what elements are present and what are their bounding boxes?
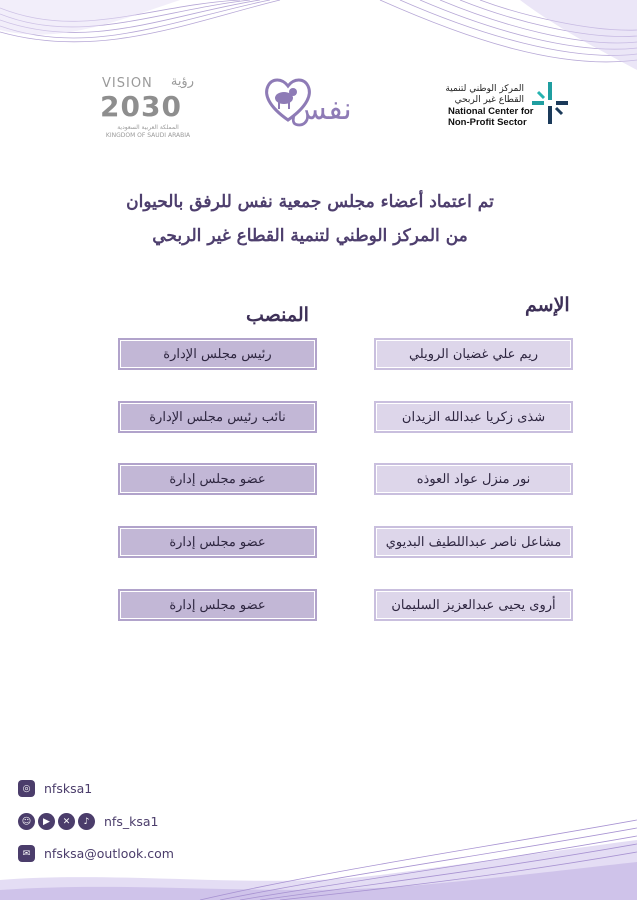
vision-subtitle: المملكة العربية السعودية KINGDOM OF SAUDI ARABIA (105, 124, 191, 139)
instagram-handle[interactable]: nfsksa1 (44, 781, 93, 796)
x-icon[interactable]: ✕ (58, 813, 75, 830)
headline-line-2: من المركز الوطني لتنمية القطاع غير الربحي (152, 226, 468, 246)
ncnp-english: National Center for Non-Profit Sector (448, 106, 534, 128)
vision-word: VISION (102, 76, 153, 91)
member-position: عضو مجلس إدارة (118, 589, 317, 621)
member-position: عضو مجلس إدارة (118, 463, 317, 495)
nafs-word: نفس (290, 92, 352, 127)
vision-2030-logo (98, 76, 198, 142)
member-name: مشاعل ناصر عبداللطيف البديوي (374, 526, 573, 558)
member-name: شذى زكريا عبدالله الزيدان (374, 401, 573, 433)
national-center-logo (444, 76, 574, 136)
vision-year: 2030 (100, 90, 182, 123)
position-column-header: المنصب (246, 304, 309, 326)
member-position: عضو مجلس إدارة (118, 526, 317, 558)
email-row[interactable] (18, 845, 174, 862)
headline-line-1: تم اعتماد أعضاء مجلس جمعية نفس للرفق بالحيوان (126, 192, 494, 212)
instagram-row[interactable] (18, 780, 92, 797)
email-icon[interactable]: ✉ (18, 845, 35, 862)
member-position: رئيس مجلس الإدارة (118, 338, 317, 370)
instagram-icon[interactable]: ◎ (18, 780, 35, 797)
name-column-header: الإسم (525, 294, 570, 316)
social-handle[interactable]: nfs_ksa1 (104, 814, 159, 829)
email-address[interactable]: nfsksa@outlook.com (44, 846, 174, 861)
youtube-icon[interactable]: ▶ (38, 813, 55, 830)
social-accounts-row[interactable] (18, 813, 158, 830)
nafs-logo (262, 74, 392, 136)
member-name: ريم علي غضيان الرويلي (374, 338, 573, 370)
member-name: نور منزل عواد العوذه (374, 463, 573, 495)
ncnp-mark-icon (530, 78, 570, 128)
ncnp-arabic: المركز الوطني لتنمية القطاع غير الربحي (445, 84, 524, 105)
member-name: أروى يحيى عبدالعزيز السليمان (374, 589, 573, 621)
vision-arabic: رؤية (170, 74, 194, 89)
member-position: نائب رئيس مجلس الإدارة (118, 401, 317, 433)
snapchat-icon[interactable]: ☺ (18, 813, 35, 830)
tiktok-icon[interactable]: ♪ (78, 813, 95, 830)
